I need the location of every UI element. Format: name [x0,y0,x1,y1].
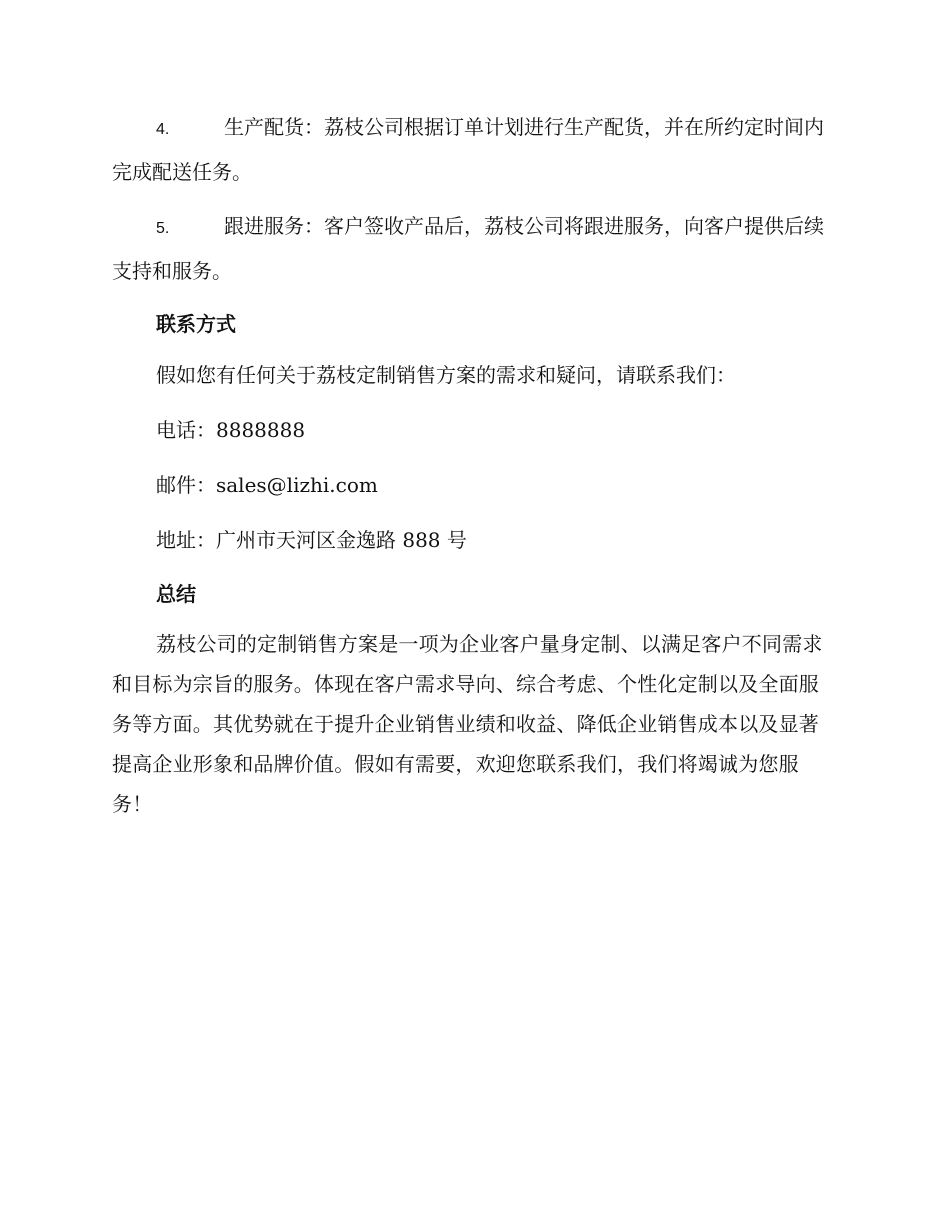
list-number: 5. [156,220,170,237]
list-text: 跟进服务：客户签收产品后，荔枝公司将跟进服务，向客户提供后续支持和服务。 [112,214,824,283]
summary-heading: 总结 [156,582,196,606]
list-item [112,205,832,292]
contact-intro: 假如您有任何关于荔枝定制销售方案的需求和疑问，请联系我们： [156,363,736,387]
contact-email: 邮件：sales@lizhi.com [156,473,378,497]
list-item [112,106,832,193]
contact-heading: 联系方式 [156,312,236,336]
contact-address: 地址：广州市天河区金逸路 888 号 [156,528,467,552]
document-content [112,106,832,824]
list-number: 4. [156,121,170,138]
summary-paragraph: 荔枝公司的定制销售方案是一项为企业客户量身定制、以满足客户不同需求和目标为宗旨的服务。体现在客户需求导向、综合考虑、个性化定制以及全面服务等方面。其优势就在于提升企业销售业绩和收益、降低企业销售成本以及显著提高企业形象和品牌价值。假如有需要，欢迎您联系我们，我们将竭诚为您服务！ [112,632,823,816]
list-text: 生产配货：荔枝公司根据订单计划进行生产配货，并在所约定时间内完成配送任务。 [112,115,824,184]
contact-phone: 电话：8888888 [156,418,306,442]
